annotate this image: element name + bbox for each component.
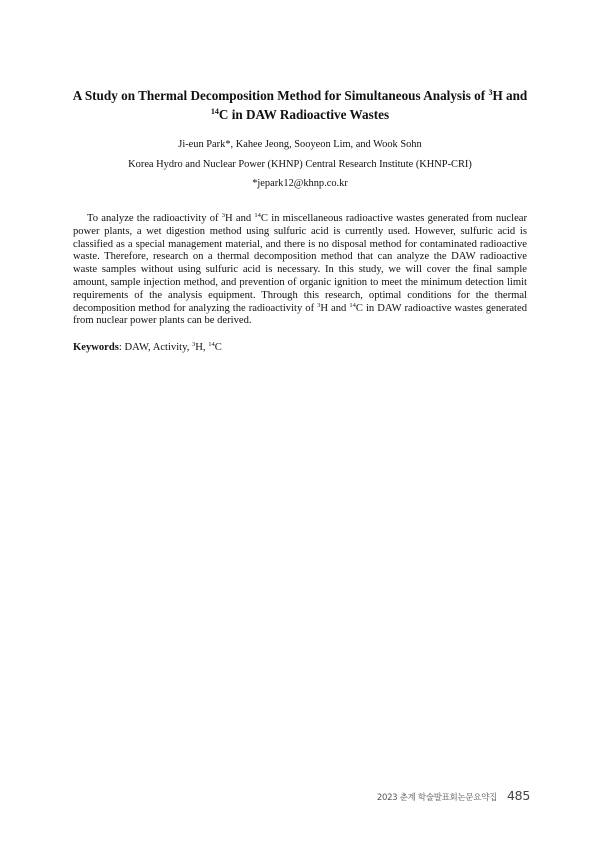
abstract-text: H and (225, 213, 255, 224)
superscript: 3 (317, 301, 321, 309)
superscript: 3 (221, 212, 226, 220)
keywords-text: C (214, 342, 222, 353)
abstract-text: H and (320, 302, 350, 314)
keywords-text: : DAW, Activity, (118, 342, 193, 353)
abstract-paragraph (73, 213, 527, 328)
title-text: A Study on Thermal Decomposition Method for Simultaneous Analysis of (72, 88, 489, 103)
superscript: 14 (254, 212, 261, 220)
title-text: C in DAW Radioactive Wastes (218, 107, 390, 122)
superscript: 14 (349, 301, 356, 309)
keywords (73, 341, 527, 354)
abstract-text: C in miscellaneous radioactive wastes generated from nuclear power plants, a wet digestion method using sulfuric acid is currently used. However, sulfuric acid is classified as a special management material, and there is no disposal method for contaminated radioactive waste. Therefore, research on a thermal decomposition method that can analyze the DAW radioactive waste samples without using sulfuric acid is necessary. In this study, we will cover the final sample amount, sample injection method, and prevention of organic ignition to meet the minimum detection limit requirements of the analysis equipment. Through this research, optimal conditions for the thermal decomposition method for analyzing the radioactivity of (73, 213, 528, 314)
paper-title (60, 86, 540, 124)
title-superscript: 14 (210, 107, 219, 117)
abstract-text: To analyze the radioactivity of (87, 213, 222, 224)
author-list: Ji-eun Park*, Kahee Jeong, Sooyeon Lim, and Wook Sohn (178, 139, 422, 150)
superscript: 3 (192, 341, 196, 349)
keywords-text: H, (195, 342, 209, 353)
superscript: 14 (208, 341, 215, 349)
page-footer (377, 788, 530, 803)
corresponding-email: *jepark12@khnp.co.kr (252, 178, 348, 189)
proceedings-title: 2023 춘계 학술발표회논문요약집 (376, 793, 498, 803)
abstract-text: C in DAW radioactive wastes generated from nuclear power plants can be derived. (73, 302, 527, 327)
affiliation: Korea Hydro and Nuclear Power (KHNP) Central Research Institute (KHNP-CRI) (128, 159, 472, 170)
title-text: H and (492, 88, 528, 103)
title-superscript: 3 (488, 88, 493, 98)
abstract (73, 213, 527, 328)
keywords-label: Keywords (73, 342, 119, 353)
page-number: 485 (507, 788, 530, 803)
